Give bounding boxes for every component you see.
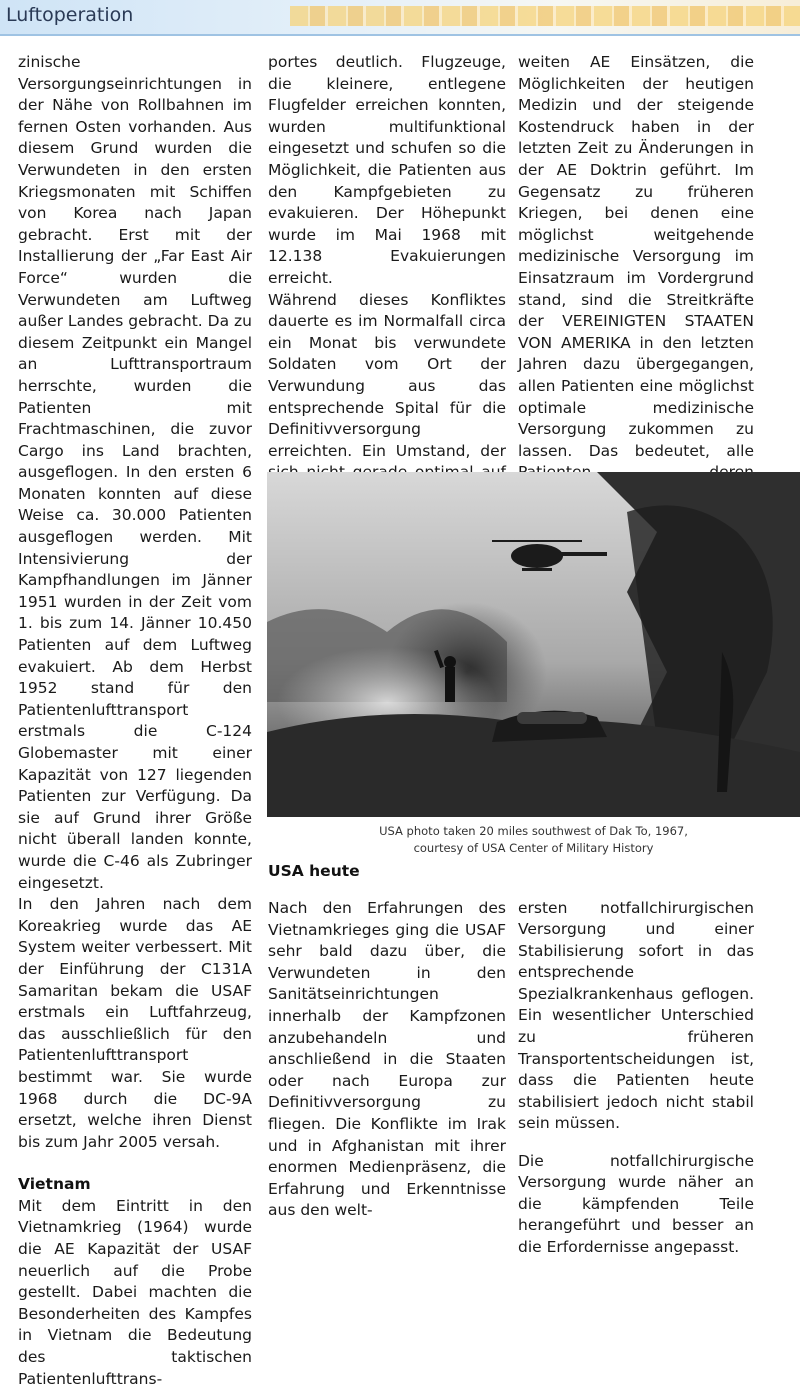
column-3-bottom — [518, 861, 754, 1274]
paragraph: weiten AE Einsätzen, die Möglichkeiten der heutigen Medizin und der steigende Kostendruck haben in der letzten Zeit zu Änderungen in der AE Doktrin geführt. Im Gegensatz zu früheren Kriegen, bei denen eine möglichst weitgehende medizinische Versorgung im Einsatzraum im Vordergrund stand, sind die Streitkräfte der VEREINIGTEN STAATEN VON AMERIKA in den letzten Jahren dazu übergegangen, allen Patienten eine möglichst optimale medizinische Versorgung zukommen zu lassen. Das bedeutet, alle — [518, 53, 754, 460]
caption-line: USA photo taken 20 miles southwest of Dak To, 1967, — [379, 824, 688, 838]
caption-line: courtesy of USA Center of Military History — [413, 841, 654, 855]
paragraph: Nach den Erfahrungen des Vietnamkrieges ging die USAF sehr bald dazu über, die Verwundeten in den Sanitätseinrichtungen innerhalb der Kampfzonen anzubehandeln und anschließend in die Staaten oder nach Europa zur Definitivversorgung zu fliegen. Die Konflikte im Irak und in Afghanistan mit ihrer enormen Medienpräsenz, die Erfahrung und Erkenntnisse aus den welt- — [268, 899, 506, 1220]
photo-caption — [267, 823, 800, 857]
vietnam-photo — [267, 472, 800, 817]
heading-usa-heute: USA heute — [268, 862, 360, 880]
paragraph: Mit dem Eintritt in den Vietnamkrieg (1964) wurde die AE Kapazität der USAF neuerlich auf die Probe gestellt. Dabei machten die Besonderheiten des Kampfes in Vietnam die Bedeutung des taktischen Patientenlufttrans- — [18, 1196, 252, 1388]
heading-vietnam: Vietnam — [18, 1175, 91, 1194]
paragraph: In den Jahren nach dem Koreakrieg wurde das AE System weiter verbessert. Mit der Einführung der C131A Samaritan bekam die USAF erstmals ein Luftfahrzeug, das ausschließlich für den Patientenlufttransport bestimmt war. Sie wurde 1968 durch die DC-9A ersetzt, welche ihren Dienst bis zum Jahr 2005 versah. — [18, 895, 252, 1151]
page-header — [0, 0, 800, 36]
paragraph: Die notfallchirurgische Versorgung wurde näher an die kämpfenden Teile herangeführt und besser an die Erfordernisse angepasst. — [518, 1151, 754, 1256]
paragraph: Während dieses Konfliktes dauerte es im Normalfall circa ein Monat bis verwundete Soldaten vom Ort der Verwundung aus das entsprechende Spital für die Definitivversorgung erreichten. Ein Umstand, der — [268, 290, 506, 460]
section-title: Luftoperation — [6, 4, 134, 26]
paragraph: portes deutlich. Flugzeuge, die kleinere, entlegene Flugfelder erreichen konnten, wurden multifunktional eingesetzt und schufen so die Möglichkeit, die Patienten aus den Kampfgebieten zu evakuieren. Der Höhepunkt wurde im Mai 1968 mit 12.138 Evakuierungen erreicht. — [268, 53, 506, 287]
header-decoration — [290, 6, 800, 26]
paragraph: ersten notfallchirurgischen Versorgung und einer Stabilisierung sofort in das entsprechende Spezialkrankenhaus geflogen. Ein wesentlicher Unterschied zu früheren Transportentscheidungen ist, dass die Patienten heute stabilisiert jedoch nicht stabil sein müssen. — [518, 898, 754, 1133]
column-2-bottom — [268, 861, 506, 1238]
paragraph: zinische Versorgungseinrichtungen in der Nähe von Rollbahnen im fernen Osten vorhanden. Aus diesem Grund wurden die Verwundeten in den ersten Kriegsmonaten mit Schiffen von Korea nach Japan gebracht. Erst mit der Installierung der „Far East Air Force“ wurden die Verwundeten am Luftweg außer Landes gebracht. Da zu diesem Zeitpunkt ein Mangel an Lufttransportraum herrschte, wurden die Patienten mit Frachtmaschinen, die zuvor Cargo ins Land brachten, ausgeflogen. In den ersten 6 Monaten konnten auf diese Weise ca. 30.000 Patienten ausgeflogen werden. Mit Intensivierung der Kampfhandlungen im Jänner 1951 wurden in der Zeit vom 1. bis zum 14. Jänner 10.450 Patienten auf dem Luftweg evakuiert. Ab dem Herbst 1952 stand für den Patientenlufttransport erstmals die C-124 Globemaster mit einer Kapazität von 127 liegenden Patienten zur Verfügung. Da sie auf Grund ihrer Größe nicht überall landen konnte, wurde die C-46 als Zubringer eingesetzt. — [18, 53, 252, 892]
column-1 — [18, 52, 252, 1390]
